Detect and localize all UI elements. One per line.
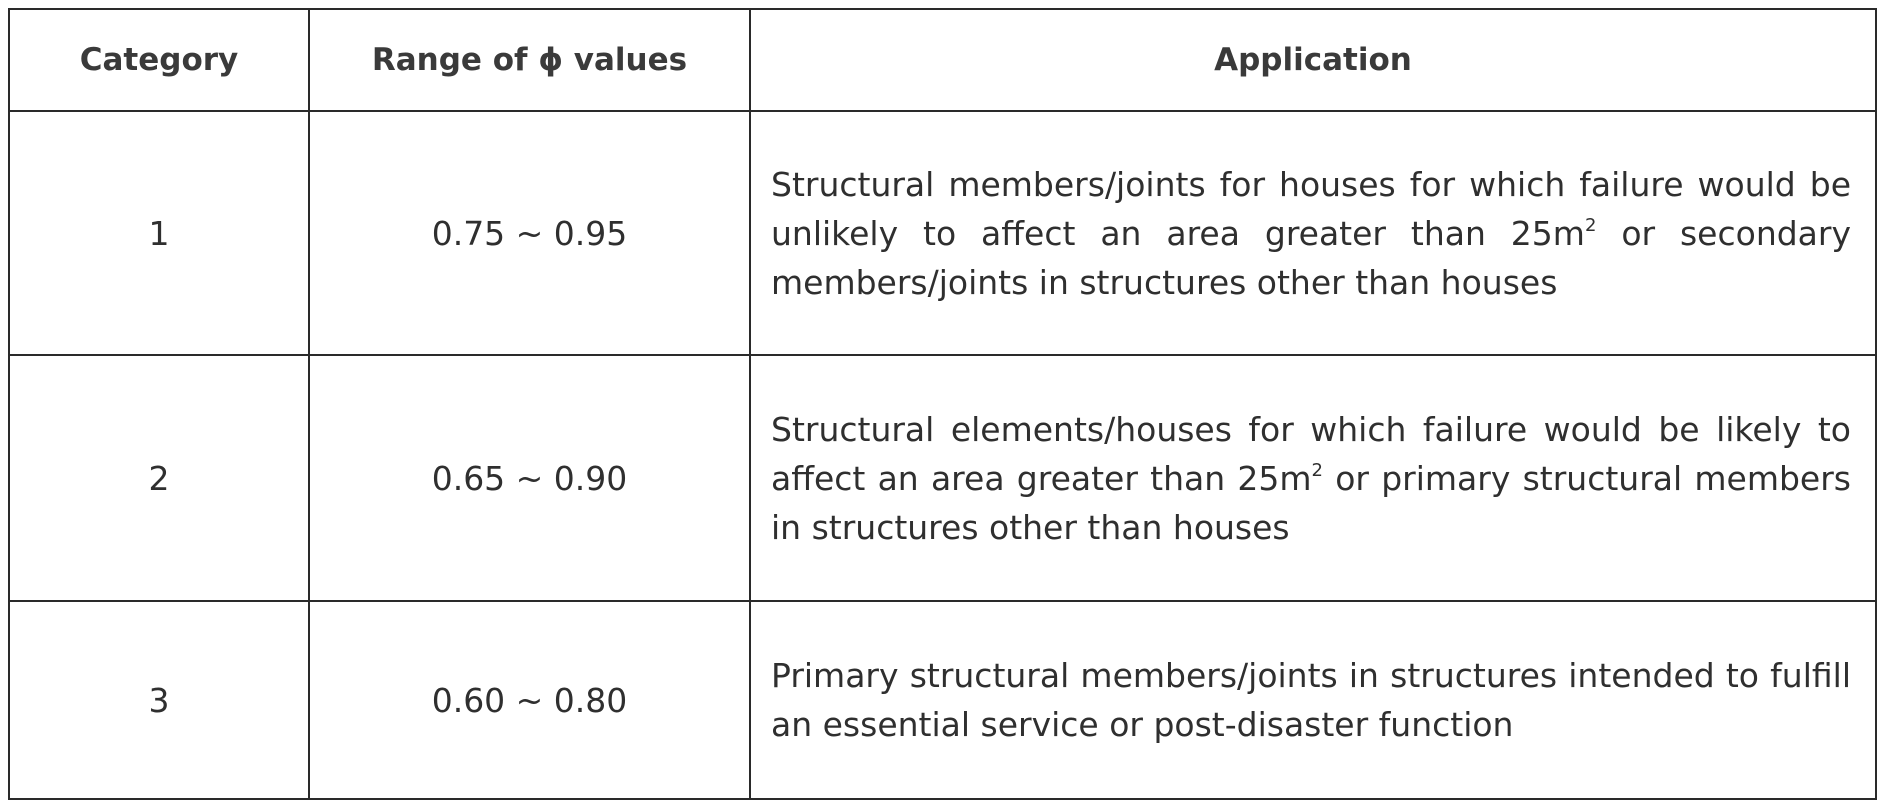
application-text: Primary structural members/joints in structures intended to fulfill an essential service or post-disaster function [771,656,1851,744]
table-row [9,111,1876,355]
application-text-cont: or primary structural members in structures other than houses [771,458,1851,547]
superscript-two: 2 [1311,459,1323,481]
category-cell: 3 [9,601,309,799]
header-range: Range of ϕ values [309,9,750,111]
header-category: Category [9,9,309,111]
header-row [9,9,1876,111]
table-row [9,355,1876,601]
application-cell [750,111,1876,355]
category-cell: 2 [9,355,309,601]
application-text-cont: or secondary members/joints in structures other than houses [771,213,1852,302]
application-text: Structural elements/houses for which failure would be likely to affect an area greater than 25m [771,409,1851,498]
header-application: Application [750,9,1876,111]
range-cell: 0.60 ~ 0.80 [309,601,750,799]
phi-values-table [8,8,1877,800]
superscript-two: 2 [1584,214,1597,236]
application-cell [750,601,1876,799]
table-row [9,601,1876,799]
range-cell: 0.75 ~ 0.95 [309,111,750,355]
application-cell [750,355,1876,601]
application-text: Structural members/joints for houses for which failure would be unlikely to affect an area greater than 25m [771,164,1851,253]
range-cell: 0.65 ~ 0.90 [309,355,750,601]
category-cell: 1 [9,111,309,355]
